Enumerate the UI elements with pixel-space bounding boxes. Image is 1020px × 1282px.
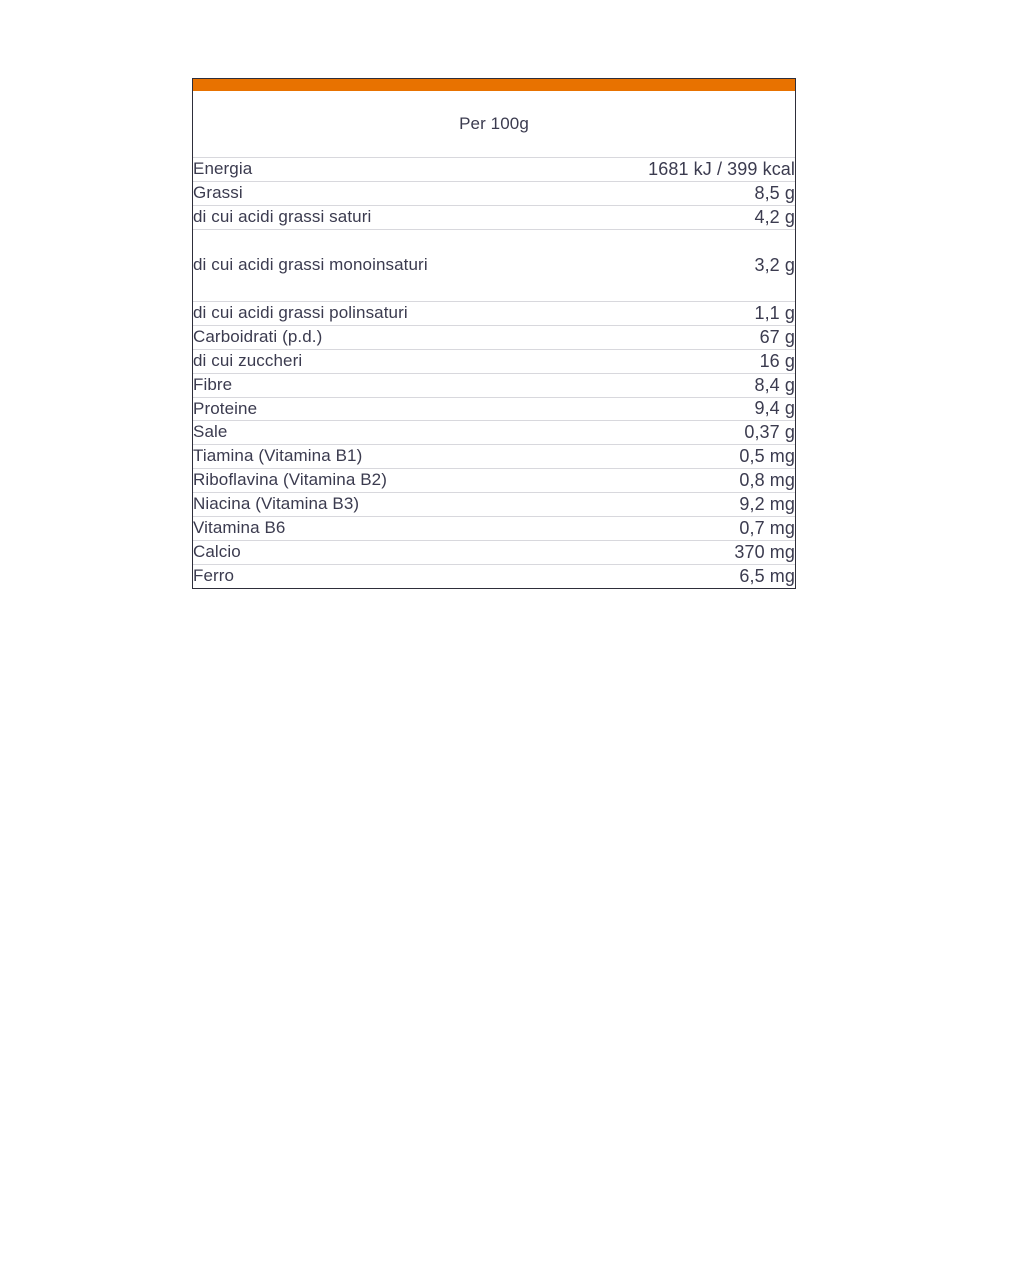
table-row	[193, 301, 795, 325]
nutrient-label: Ferro	[193, 566, 235, 586]
table-row	[193, 229, 795, 301]
nutrient-label: Tiamina (Vitamina B1)	[193, 446, 363, 466]
nutrient-value: 0,7 mg	[739, 518, 795, 539]
nutrient-label: Grassi	[193, 182, 243, 202]
nutrient-value: 3,2 g	[754, 254, 795, 275]
nutrient-label: Sale	[193, 422, 228, 442]
nutrient-label: di cui acidi grassi polinsaturi	[193, 302, 408, 322]
column-header-per-100g: Per 100g	[459, 114, 529, 133]
nutrient-value: 1,1 g	[754, 302, 795, 323]
nutrient-value: 0,8 mg	[739, 470, 795, 491]
nutrient-value: 370 mg	[734, 542, 795, 563]
accent-bar	[193, 79, 795, 91]
nutrient-label: Carboidrati (p.d.)	[193, 326, 323, 346]
nutrient-label: di cui acidi grassi monoinsaturi	[193, 254, 428, 274]
nutrient-label: Calcio	[193, 542, 241, 562]
nutrient-value: 0,37 g	[744, 422, 795, 443]
nutrient-value: 9,2 mg	[739, 494, 795, 515]
table-row	[193, 445, 795, 469]
nutrient-value: 9,4 g	[754, 398, 795, 419]
table-row	[193, 181, 795, 205]
table-row	[193, 349, 795, 373]
nutrient-label: Riboflavina (Vitamina B2)	[193, 470, 387, 490]
table-row	[193, 158, 795, 182]
table-row	[193, 373, 795, 397]
table-row	[193, 565, 795, 588]
table-row	[193, 397, 795, 421]
nutrient-label: Vitamina B6	[193, 518, 286, 538]
nutrient-value: 8,5 g	[754, 182, 795, 203]
nutrient-value: 0,5 mg	[739, 446, 795, 467]
table-row	[193, 205, 795, 229]
table-row	[193, 325, 795, 349]
nutrient-label: di cui zuccheri	[193, 350, 303, 370]
nutrient-value: 1681 kJ / 399 kcal	[648, 158, 795, 179]
nutrient-label: di cui acidi grassi saturi	[193, 206, 372, 226]
nutrient-value: 16 g	[759, 350, 795, 371]
table-header-row	[193, 91, 795, 158]
nutrient-value: 6,5 mg	[739, 566, 795, 587]
nutrient-label: Fibre	[193, 374, 233, 394]
table-row	[193, 517, 795, 541]
nutrient-label: Niacina (Vitamina B3)	[193, 494, 360, 514]
table-row	[193, 421, 795, 445]
nutrient-label: Proteine	[193, 398, 258, 418]
table-row	[193, 493, 795, 517]
nutrition-table-body	[193, 91, 795, 588]
nutrient-value: 67 g	[759, 326, 795, 347]
nutrient-value: 8,4 g	[754, 374, 795, 395]
table-row	[193, 469, 795, 493]
table-row	[193, 541, 795, 565]
nutrient-label: Energia	[193, 159, 253, 178]
nutrition-table-card	[192, 78, 796, 589]
nutrition-table	[193, 91, 795, 588]
nutrient-value: 4,2 g	[754, 206, 795, 227]
